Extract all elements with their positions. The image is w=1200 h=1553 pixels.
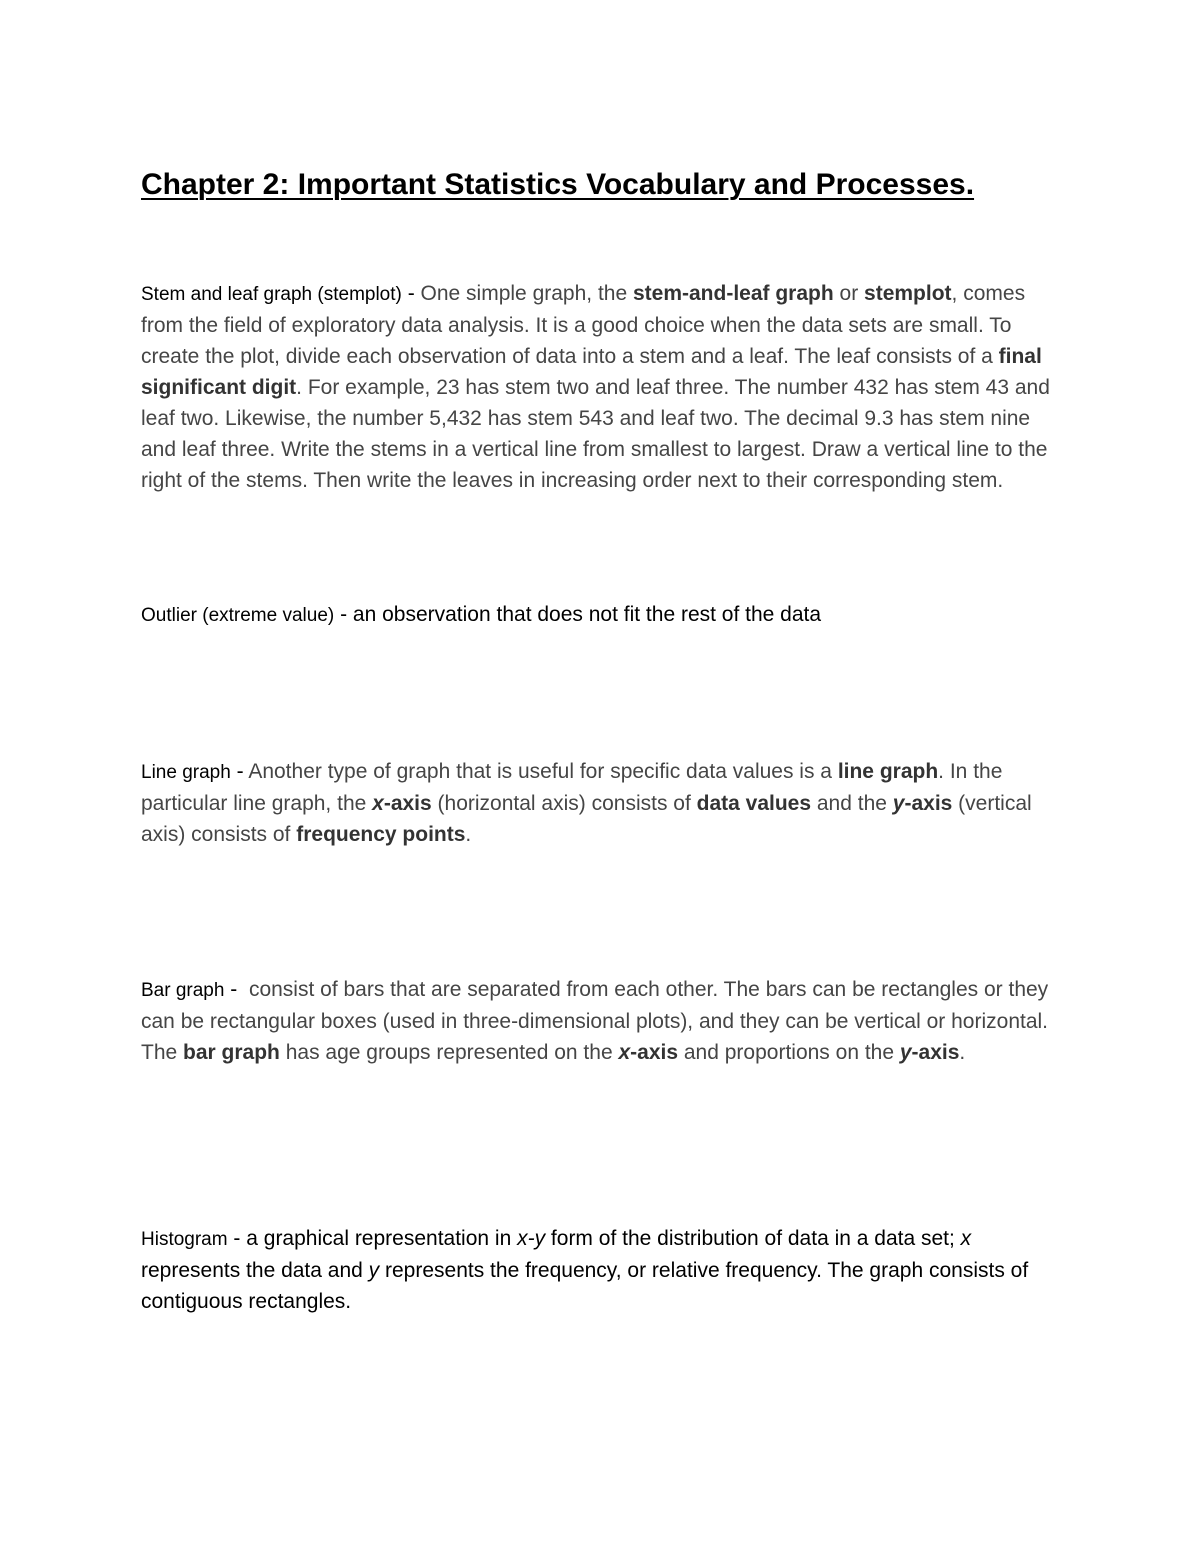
term-label: Bar graph — [141, 980, 225, 1001]
definition-text: Another type of graph that is useful for specific data values is a — [248, 760, 838, 783]
axis-suffix: -axis — [630, 1041, 679, 1064]
definition-stem-and-leaf — [141, 278, 1066, 496]
bold-term: bar graph — [183, 1041, 280, 1064]
definition-text: . For example, 23 has stem two and leaf three. The number 432 has stem 43 and leaf two. Likewise, the number 5,432 has stem 543 and leaf two. The decimal 9.3 has stem nine and leaf three. Write the stems in a vertical line from smallest to largest. Draw a vertical line to the right of the stems. Then write the leaves in increasing order next to their corresponding stem. — [141, 376, 1050, 492]
definition-text: or — [833, 282, 865, 305]
term-label: Outlier (extreme value) — [141, 605, 335, 626]
definition-text: (vertical axis) consists of — [141, 792, 1032, 846]
bold-term: data values — [696, 792, 812, 815]
axis-suffix: -axis — [383, 792, 432, 815]
term-label: Histogram — [141, 1229, 228, 1250]
definition-text: . — [959, 1041, 966, 1064]
axis-suffix: -axis — [904, 792, 953, 815]
term-separator: - — [401, 282, 421, 305]
definition-bar-graph — [141, 974, 1066, 1068]
bold-term: line graph — [837, 760, 939, 783]
term-separator: - — [224, 978, 249, 1001]
bold-term: stemplot — [864, 282, 952, 305]
bold-term-y-axis — [900, 1041, 960, 1064]
italic-variable: x-y — [517, 1227, 546, 1250]
axis-variable: x — [618, 1041, 631, 1064]
italic-variable: x — [960, 1227, 972, 1250]
bold-term-x-axis — [618, 1041, 678, 1064]
definition-text: a graphical representation in — [246, 1227, 518, 1250]
definition-line-graph — [141, 756, 1066, 850]
definition-text: (horizontal axis) consists of — [431, 792, 697, 815]
axis-variable: y — [899, 1041, 912, 1064]
term-label: Line graph — [141, 762, 231, 783]
definition-text: form of the distribution of data in a data set; — [545, 1227, 961, 1250]
term-separator: - — [334, 603, 353, 626]
italic-variable: y — [368, 1259, 380, 1282]
term-separator: - — [227, 1227, 247, 1250]
definition-text: and the — [811, 792, 893, 815]
axis-variable: x — [372, 792, 384, 815]
bold-term-y-axis — [893, 792, 953, 815]
bold-term-x-axis — [372, 792, 432, 815]
definition-outlier — [141, 599, 1066, 631]
term-label: Stem and leaf graph (stemplot) — [141, 284, 402, 305]
definition-text: represents the frequency, or relative frequency. The graph consists of contiguous rectangles. — [141, 1259, 1029, 1313]
bold-term: frequency points — [296, 823, 466, 846]
definition-text: , comes from the field of exploratory data analysis. It is a good choice when the data sets are small. To create the plot, divide each observation of data into a stem and a leaf. The leaf consists of a — [141, 282, 1026, 368]
term-separator: - — [230, 760, 249, 783]
definition-histogram — [141, 1223, 1066, 1317]
bold-term: final significant digit — [141, 345, 1042, 399]
definition-text: and proportions on the — [678, 1041, 900, 1064]
definition-text: an observation that does not fit the rest of the data — [352, 603, 822, 626]
axis-suffix: -axis — [911, 1041, 960, 1064]
bold-term: stem-and-leaf graph — [632, 282, 834, 305]
definition-text: . — [465, 823, 472, 846]
definition-text: . In the particular line graph, the — [141, 760, 1003, 815]
definition-text: has age groups represented on the — [279, 1041, 619, 1064]
chapter-title: Chapter 2: Important Statistics Vocabulary and Processes. — [141, 168, 975, 201]
definition-text: One simple graph, the — [420, 282, 633, 305]
definition-text: consist of bars that are separated from each other. The bars can be rectangles or they can be rectangular boxes (used in three-dimensional plots), and they can be vertical or horizontal. The — [141, 978, 1049, 1064]
definition-text: represents the data and — [141, 1259, 369, 1282]
axis-variable: y — [892, 792, 905, 815]
